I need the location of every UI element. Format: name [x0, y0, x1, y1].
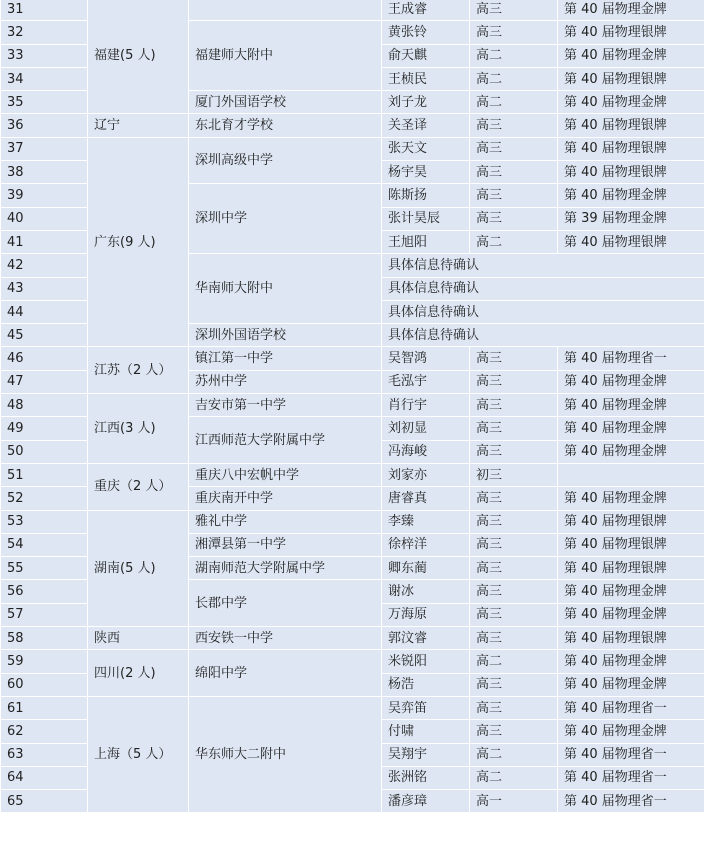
award-cell: 第 40 届物理金牌 [558, 650, 704, 673]
student-name: 陈斯扬 [382, 184, 470, 207]
student-name: 潘彦璋 [382, 790, 470, 813]
award-cell: 第 40 届物理银牌 [558, 67, 704, 90]
row-number: 40 [1, 207, 88, 230]
award-cell: 第 40 届物理银牌 [558, 114, 704, 137]
award-cell: 第 40 届物理金牌 [558, 394, 704, 417]
table-row [1, 394, 704, 417]
student-name: 关圣译 [382, 114, 470, 137]
student-grade: 高三 [470, 533, 558, 556]
award-cell: 第 40 届物理金牌 [558, 720, 704, 743]
award-cell: 第 40 届物理金牌 [558, 603, 704, 626]
school-cell: 吉安市第一中学 [189, 394, 382, 417]
student-name: 吴翔宇 [382, 743, 470, 766]
row-number: 41 [1, 230, 88, 253]
row-number: 53 [1, 510, 88, 533]
table-row [1, 0, 704, 21]
student-name: 刘子龙 [382, 91, 470, 114]
province-cell: 上海（5 人） [88, 696, 189, 812]
row-number: 54 [1, 533, 88, 556]
school-cell: 华南师大附中 [189, 254, 382, 324]
student-name: 米锐阳 [382, 650, 470, 673]
award-cell: 第 40 届物理金牌 [558, 0, 704, 21]
student-grade: 高三 [470, 21, 558, 44]
student-grade: 高二 [470, 230, 558, 253]
school-cell: 厦门外国语学校 [189, 91, 382, 114]
award-cell: 第 40 届物理银牌 [558, 627, 704, 650]
award-cell: 第 39 届物理金牌 [558, 207, 704, 230]
school-cell: 华东师大二附中 [189, 696, 382, 812]
award-cell: 第 40 届物理银牌 [558, 230, 704, 253]
student-name: 王旭阳 [382, 230, 470, 253]
student-name: 毛泓宇 [382, 370, 470, 393]
school-cell: 苏州中学 [189, 370, 382, 393]
student-name: 吴智鸿 [382, 347, 470, 370]
row-number: 58 [1, 627, 88, 650]
award-cell: 第 40 届物理银牌 [558, 21, 704, 44]
student-grade: 高三 [470, 720, 558, 743]
student-name: 郭汶睿 [382, 627, 470, 650]
province-cell: 重庆（2 人） [88, 463, 189, 510]
row-number: 37 [1, 137, 88, 160]
table-row [1, 627, 704, 650]
row-number: 64 [1, 766, 88, 789]
student-grade: 高三 [470, 370, 558, 393]
school-cell: 福建师大附中 [189, 21, 382, 91]
row-number: 35 [1, 91, 88, 114]
student-grade: 高一 [470, 790, 558, 813]
student-grade: 高三 [470, 114, 558, 137]
student-name: 肖行宇 [382, 394, 470, 417]
pending-info: 具体信息待确认 [382, 277, 704, 300]
table-row [1, 137, 704, 160]
student-grade: 高二 [470, 67, 558, 90]
award-cell: 第 40 届物理金牌 [558, 580, 704, 603]
student-grade: 高三 [470, 161, 558, 184]
row-number: 48 [1, 394, 88, 417]
award-cell: 第 40 届物理金牌 [558, 417, 704, 440]
student-grade: 高二 [470, 743, 558, 766]
province-cell: 广东(9 人) [88, 137, 189, 347]
row-number: 47 [1, 370, 88, 393]
award-cell: 第 40 届物理省一 [558, 790, 704, 813]
school-cell: 雅礼中学 [189, 510, 382, 533]
school-cell: 东北育才学校 [189, 114, 382, 137]
row-number: 65 [1, 790, 88, 813]
student-name: 冯海峻 [382, 440, 470, 463]
student-grade: 高三 [470, 347, 558, 370]
award-cell: 第 40 届物理金牌 [558, 184, 704, 207]
student-grade: 高三 [470, 510, 558, 533]
row-number: 43 [1, 277, 88, 300]
student-name: 谢冰 [382, 580, 470, 603]
province-cell: 辽宁 [88, 114, 189, 137]
school-cell: 镇江第一中学 [189, 347, 382, 370]
student-name: 杨宇昊 [382, 161, 470, 184]
student-grade: 初三 [470, 463, 558, 486]
row-number: 62 [1, 720, 88, 743]
student-grade: 高三 [470, 487, 558, 510]
row-number: 49 [1, 417, 88, 440]
student-name: 杨浩 [382, 673, 470, 696]
student-grade: 高三 [470, 627, 558, 650]
award-cell: 第 40 届物理银牌 [558, 533, 704, 556]
student-name: 吴弈笛 [382, 696, 470, 719]
school-cell: 深圳高级中学 [189, 137, 382, 184]
award-cell: 第 40 届物理金牌 [558, 370, 704, 393]
school-cell: 深圳中学 [189, 184, 382, 254]
row-number: 32 [1, 21, 88, 44]
student-name: 徐梓洋 [382, 533, 470, 556]
table-row [1, 510, 704, 533]
row-number: 38 [1, 161, 88, 184]
province-cell: 江西(3 人) [88, 394, 189, 464]
student-grade: 高三 [470, 696, 558, 719]
province-cell: 湖南(5 人) [88, 510, 189, 626]
pending-info: 具体信息待确认 [382, 324, 704, 347]
student-grade: 高二 [470, 44, 558, 67]
award-cell: 第 40 届物理省一 [558, 743, 704, 766]
student-name: 王桢民 [382, 67, 470, 90]
row-number: 59 [1, 650, 88, 673]
school-cell: 江西师范大学附属中学 [189, 417, 382, 464]
table-row [1, 463, 704, 486]
student-name: 刘初显 [382, 417, 470, 440]
table-row [1, 114, 704, 137]
student-name: 刘家亦 [382, 463, 470, 486]
school-cell: 湘潭县第一中学 [189, 533, 382, 556]
student-grade: 高三 [470, 184, 558, 207]
row-number: 36 [1, 114, 88, 137]
student-name: 唐睿真 [382, 487, 470, 510]
award-cell: 第 40 届物理金牌 [558, 44, 704, 67]
award-cell: 第 40 届物理银牌 [558, 557, 704, 580]
school-cell: 长郡中学 [189, 580, 382, 627]
row-number: 56 [1, 580, 88, 603]
student-grade: 高三 [470, 394, 558, 417]
school-cell: 绵阳中学 [189, 650, 382, 697]
row-number: 46 [1, 347, 88, 370]
student-grade: 高三 [470, 673, 558, 696]
row-number: 63 [1, 743, 88, 766]
row-number: 34 [1, 67, 88, 90]
pending-info: 具体信息待确认 [382, 254, 704, 277]
row-number: 33 [1, 44, 88, 67]
student-grade: 高三 [470, 440, 558, 463]
student-grade: 高三 [470, 557, 558, 580]
province-cell: 福建(5 人) [88, 0, 189, 114]
student-grade: 高二 [470, 91, 558, 114]
student-name: 俞天麒 [382, 44, 470, 67]
student-name: 付啸 [382, 720, 470, 743]
row-number: 44 [1, 300, 88, 323]
row-number: 55 [1, 557, 88, 580]
row-number: 39 [1, 184, 88, 207]
student-grade: 高三 [470, 580, 558, 603]
student-grade: 高三 [470, 603, 558, 626]
student-name: 卿东蔺 [382, 557, 470, 580]
award-cell: 第 40 届物理银牌 [558, 161, 704, 184]
student-name: 李臻 [382, 510, 470, 533]
school-cell [189, 0, 382, 21]
province-cell: 陕西 [88, 627, 189, 650]
row-number: 42 [1, 254, 88, 277]
school-cell: 深圳外国语学校 [189, 324, 382, 347]
school-cell: 重庆八中宏帆中学 [189, 463, 382, 486]
province-cell: 江苏（2 人） [88, 347, 189, 394]
school-cell: 湖南师范大学附属中学 [189, 557, 382, 580]
student-name: 万海原 [382, 603, 470, 626]
row-number: 45 [1, 324, 88, 347]
row-number: 60 [1, 673, 88, 696]
award-cell: 第 40 届物理银牌 [558, 137, 704, 160]
award-cell: 第 40 届物理金牌 [558, 673, 704, 696]
row-number: 51 [1, 463, 88, 486]
student-name: 张洲铭 [382, 766, 470, 789]
award-cell: 第 40 届物理金牌 [558, 91, 704, 114]
table-row [1, 347, 704, 370]
student-grade: 高三 [470, 137, 558, 160]
row-number: 61 [1, 696, 88, 719]
school-cell: 重庆南开中学 [189, 487, 382, 510]
student-name: 张计昊辰 [382, 207, 470, 230]
student-grade: 高二 [470, 650, 558, 673]
student-grade: 高三 [470, 0, 558, 21]
award-cell: 第 40 届物理银牌 [558, 510, 704, 533]
award-cell: 第 40 届物理金牌 [558, 487, 704, 510]
row-number: 31 [1, 0, 88, 21]
row-number: 52 [1, 487, 88, 510]
award-cell: 第 40 届物理省一 [558, 347, 704, 370]
table-row [1, 650, 704, 673]
student-name: 王成睿 [382, 0, 470, 21]
student-grade: 高三 [470, 207, 558, 230]
award-cell: 第 40 届物理省一 [558, 766, 704, 789]
pending-info: 具体信息待确认 [382, 300, 704, 323]
row-number: 50 [1, 440, 88, 463]
table-row [1, 696, 704, 719]
row-number: 57 [1, 603, 88, 626]
student-grade: 高三 [470, 417, 558, 440]
award-cell: 第 40 届物理金牌 [558, 440, 704, 463]
province-cell: 四川(2 人) [88, 650, 189, 697]
student-name: 张天文 [382, 137, 470, 160]
student-grade: 高二 [470, 766, 558, 789]
award-cell [558, 463, 704, 486]
school-cell: 西安铁一中学 [189, 627, 382, 650]
award-cell: 第 40 届物理省一 [558, 696, 704, 719]
student-name: 黄张铃 [382, 21, 470, 44]
